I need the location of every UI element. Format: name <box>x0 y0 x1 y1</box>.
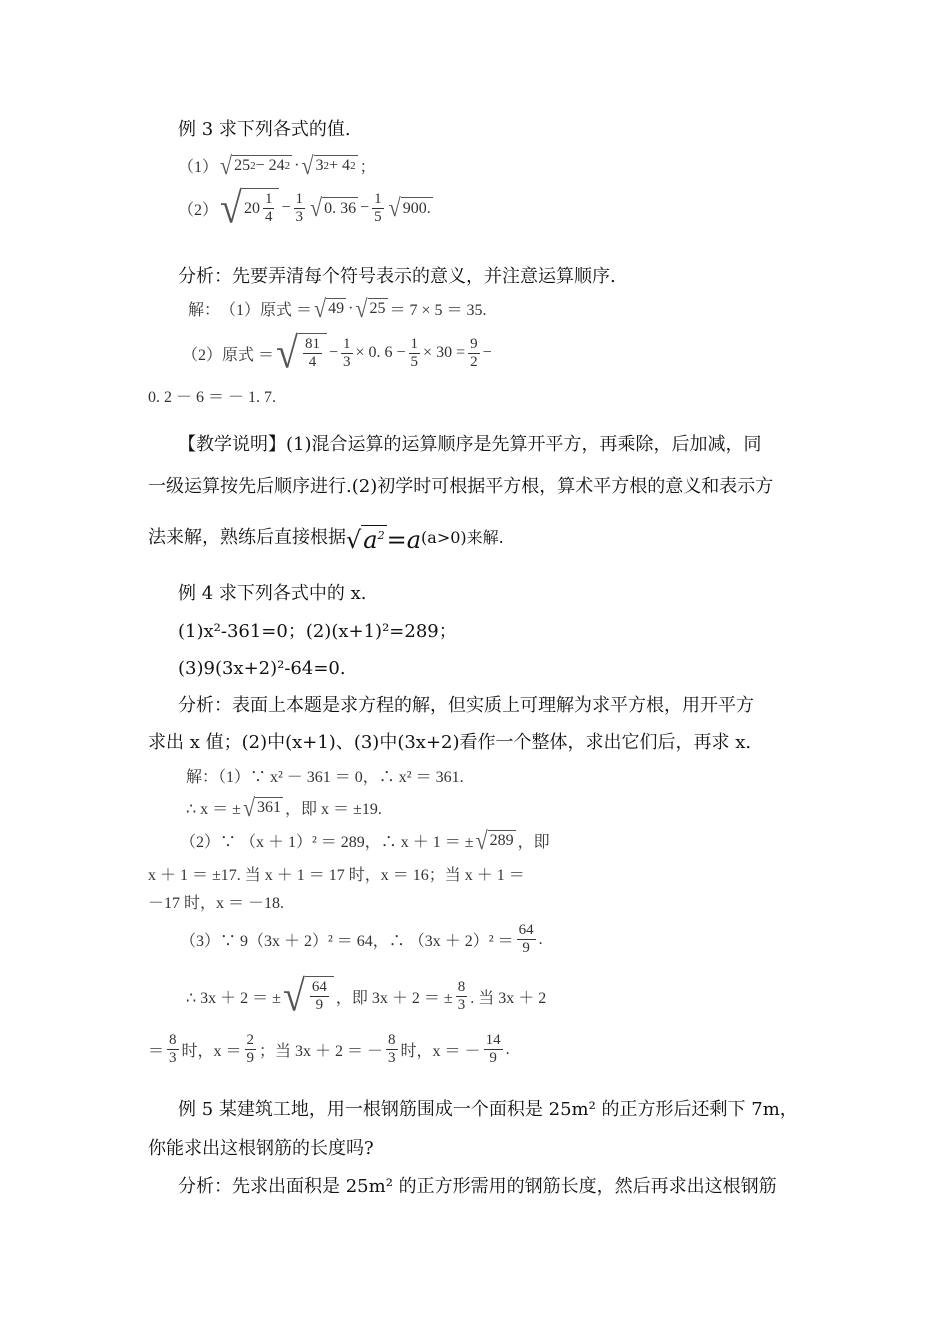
example-3-solution-2: （2）原式 ＝ √ $\frac{81}{4}$ − $\frac{1}{3}$ × 0. 6 − $\frac{1}{5}$ × 30 = $\frac{9}{2}$ − <box>182 327 492 378</box>
example-5-line-2: 你能求出这根钢筋的长度吗? <box>148 1138 374 1159</box>
example-3-part-2: （2） √ 20 $\frac{1}{4}$ − $\frac{1}{3}$ √ 0. 36 − $\frac{1}{5}$ √ 900. <box>178 182 431 233</box>
example-4-analysis-1: 分析：表面上本题是求方程的解，但实质上可理解为求平方根，用开平方 <box>178 695 754 716</box>
example-4-solution-8: ＝ $\frac{8}{3}$ 时，x ＝ $\frac{2}{9}$ ；当 3x ＋ 2 ＝ － $\frac{8}{3}$ 时，x ＝ － $\frac{14}{9}$ . <box>148 1032 510 1066</box>
example-4-solution-6: （3）∵ 9（3x ＋ 2）² ＝ 64，∴ （3x ＋ 2）² ＝ $\frac{64}{9}$ . <box>180 922 543 956</box>
example-4-analysis-2: 求出 x 值；(2)中(x+1)、(3)中(3x+2)看作一个整体，求出它们后，再求 x. <box>148 732 752 753</box>
example-4-solution-3: （2）∵ （x ＋ 1）² ＝ 289，∴ x ＋ 1 ＝ ± √ 289 ，即 <box>180 825 550 855</box>
radical: √ $\frac{81}{4}$ <box>276 333 327 373</box>
sqrt-a-squared-formula: $√a^2=a$ <box>346 526 422 554</box>
teaching-note-line-2: 一级运算按先后顺序进行.(2)初学时可根据平方根，算术平方根的意义和表示方 <box>148 476 774 497</box>
teaching-note-line-3: 法来解，熟练后直接根据 $√a^2=a$ (a>0)来解. <box>148 526 504 554</box>
example-3-analysis: 分析：先要弄清每个符号表示的意义，并注意运算顺序. <box>178 266 616 287</box>
example-4-solution-4: x ＋ 1 ＝ ±17. 当 x ＋ 1 ＝ 17 时，x ＝ 16；当 x ＋ 1 ＝ <box>148 867 525 884</box>
example-3-solution-1: 解： （1）原式 ＝ √ 49 · √ 25 ＝ 7 × 5 ＝ 35. <box>188 293 487 323</box>
radical: √ 289 <box>475 825 514 855</box>
example-4-solution-2: ∴ x ＝ ± √ 361 ，即 x ＝ ±19. <box>186 792 382 822</box>
radical: √ 0. 36 <box>310 193 357 222</box>
example-4-solution-5: －17 时，x ＝ －18. <box>148 895 285 912</box>
example-3-title: 例 3 求下列各式的值. <box>178 119 351 140</box>
example-4-solution-7: ∴ 3x ＋ 2 ＝ ± √ $\frac{64}{9}$ ，即 3x ＋ 2 ＝ ± $\frac{8}{3}$ . 当 3x ＋ 2 <box>186 970 547 1021</box>
example-5-line-1: 例 5 某建筑工地，用一根钢筋围成一个面积是 25m² 的正方形后还剩下 7m， <box>178 1099 798 1120</box>
radical: √ 361 <box>242 792 282 822</box>
radical: √ 20 $\frac{1}{4}$ <box>220 188 279 228</box>
example-4-solution-1: 解：（1）∵ x² － 361 ＝ 0，∴ x² ＝ 361. <box>186 769 464 786</box>
example-4-equations-1: (1)x²-361=0；(2)(x+1)²=289； <box>178 621 457 642</box>
radical: √ 25 <box>355 293 386 323</box>
radical: √ 25 2 − 24 2 <box>220 150 291 180</box>
radical: √ 49 <box>314 293 345 323</box>
radical: √ 3 2 + 4 2 <box>301 150 356 180</box>
example-5-analysis: 分析：先求出面积是 25m² 的正方形需用的钢筋长度，然后再求出这根钢筋 <box>178 1176 777 1197</box>
example-3-solution-2-cont: 0. 2 － 6 ＝ － 1. 7. <box>148 389 277 406</box>
teaching-note-line-1: 【教学说明】(1)混合运算的运算顺序是先算开平方，再乘除，后加减，同 <box>178 434 762 455</box>
radical: √ $\frac{64}{9}$ <box>283 976 334 1016</box>
radical: √ 900. <box>388 193 431 222</box>
example-3-part-1: （1） √ 25 2 − 24 2 · √ 3 2 + 4 2 ； <box>178 150 376 180</box>
example-4-title: 例 4 求下列各式中的 x. <box>178 583 367 604</box>
example-4-equations-2: (3)9(3x+2)²-64=0. <box>178 658 346 679</box>
